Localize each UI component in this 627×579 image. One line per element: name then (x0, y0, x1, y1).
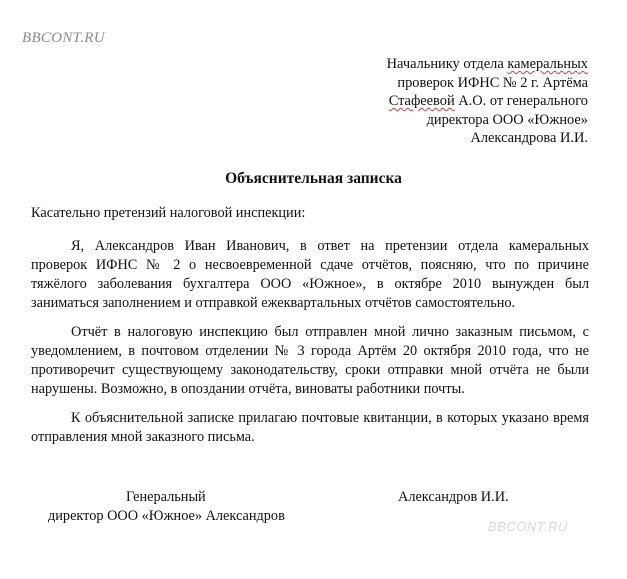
signature-position-line-1: Генеральный (126, 489, 206, 505)
watermark-top: BBCONT.RU (22, 30, 105, 46)
paragraph-2-line-3: противоречит существующему законодательству, сроки отправки мной отчёта не были (31, 362, 589, 378)
paragraph-2 (31, 323, 589, 399)
paragraph-1-line-3: тяжёлого заболевания бухгалтера ООО «Южное», в октябре 2010 вынужден был (31, 276, 589, 292)
watermark-bottom: BBCONT.RU (488, 519, 568, 534)
addressee-line-3-text: А.О. от генерального (454, 93, 588, 110)
document-title: Объяснительная записка (225, 170, 402, 187)
signature-position-line-2: директор ООО «Южное» Александров (48, 508, 285, 524)
paragraph-3-line-2: отправления мной заказного письма. (31, 429, 255, 445)
addressee-line-1-spellcheck-word: камеральных (507, 56, 588, 72)
paragraph-2-line-4: нарушены. Возможно, в опоздании отчёта, виноваты работники почты. (31, 381, 465, 397)
addressee-line-1-text: Начальнику отдела (386, 56, 508, 72)
addressee-line-4: директора ООО «Южное» (426, 111, 588, 128)
paragraph-1-line-1: Я, Александров Иван Иванович, в ответ на претензии отдела камеральных (71, 238, 589, 254)
addressee-line-5: Александрова И.И. (470, 130, 588, 147)
addressee-line-2: проверок ИФНС № 2 г. Артёма (397, 74, 588, 91)
addressee-line-3 (387, 92, 588, 111)
addressee-line-1 (387, 55, 588, 74)
paragraph-1 (31, 237, 589, 313)
addressee-block (387, 55, 588, 148)
paragraph-2-line-1: Отчёт в налоговую инспекцию был отправлен мной лично заказным письмом, с (71, 324, 589, 340)
paragraph-3-line-1: К объяснительной записке прилагаю почтовые квитанции, в которых указано время (71, 410, 589, 426)
subject-line: Касательно претензий налоговой инспекции: (31, 205, 306, 221)
paragraph-1-line-4: заниматься заполнением и отправкой ежеквартальных отчётов самостоятельно. (31, 295, 516, 311)
addressee-line-3-spellcheck-word: Стафеевой (388, 93, 455, 110)
paragraph-2-line-2: уведомлением, в почтовом отделении № 3 города Артём 20 октября 2010 года, что не (31, 343, 589, 359)
paragraph-3 (31, 409, 589, 447)
signature-name: Александров И.И. (398, 489, 509, 505)
paragraph-1-line-2: проверок ИФНС № 2 о несвоевременной сдаче отчётов, поясняю, что по причине (31, 257, 589, 273)
